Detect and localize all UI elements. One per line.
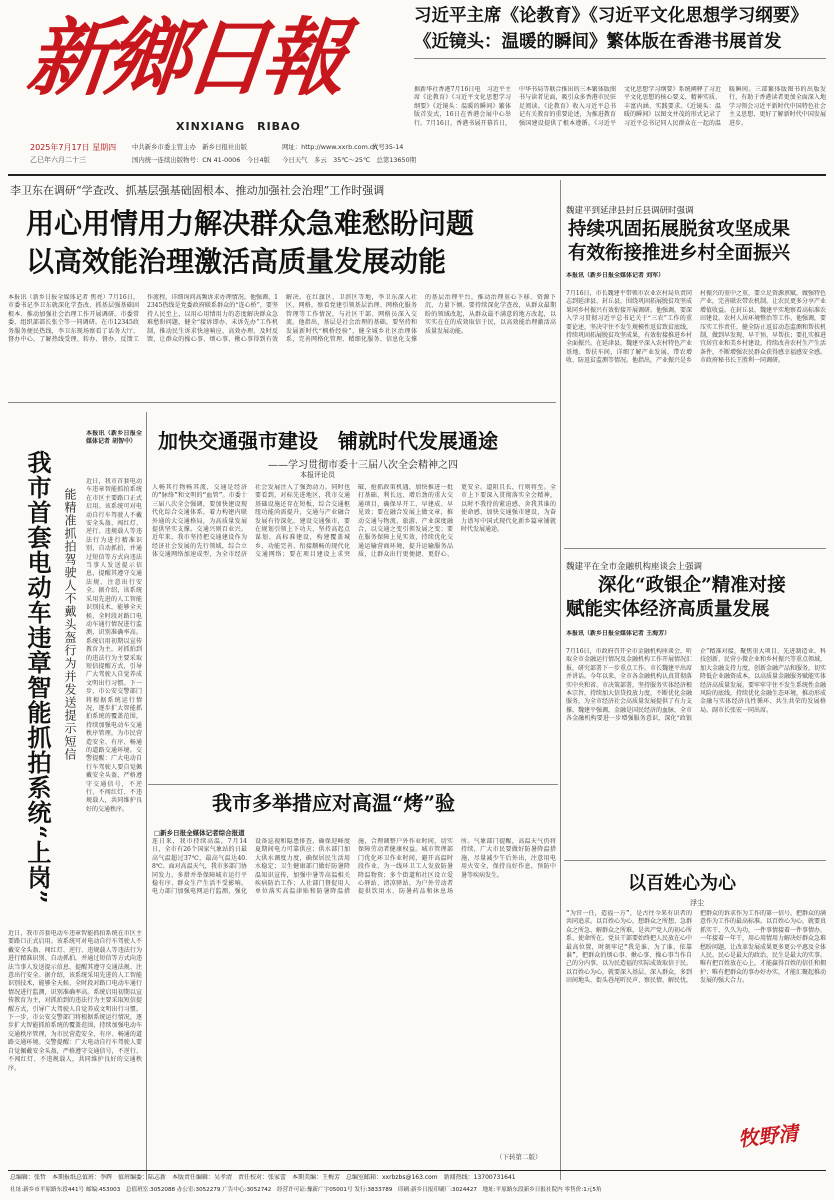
autonomous-byline: 本报讯（新乡日报全媒体记者 胡智中） [86,430,142,446]
weather: 今日天气 多云 35℃～25℃ 总第13650期 [282,156,417,164]
lead-headline-1: 用心用情用力解决群众急难愁盼问题 [26,207,475,240]
postal-code: 代号35-14 [372,143,404,151]
autonomous-body: 近日，我市首套电动车违章智能抓拍系统在市区主要路口正式启用。该系统可对电动自行车驾驶人不戴安全头盔、闯红灯、逆行、违规载人等违法行为进行精准识别、自动抓拍，并通过短信等方式向违法当事人发送提示信息，提醒其遵守交通法规、注意出行安全。据介绍，该系统采用先进的人工智能识别技术，能够全天候、全时段对路口电动车通行情况进行监测，识别准确率高。系统启用初期以宣传教育为主，对抓拍到的违法行为主要采取短信提醒方式，引导广大驾驶人自觉养成文明出行习惯。下一步，市公安交警部门将根据系统运行情况，逐步扩大智能抓拍系统的覆盖范围，持续加强电动车交通秩序管理，为市民营造安全、有序、畅通的道路交通环境。交警提醒：广大电动自行车驾驶人要自觉佩戴安全头盔，严格遵守交通信号，不逆行、不闯红灯、不违规载人，共同维护良好的交通秩序。 [86,478,142,813]
rural-byline: 本报讯（新乡日报全媒体记者 刘军） [566,272,665,279]
divider [148,784,558,785]
column-signature: 牧野清 [737,1120,800,1152]
finance-headline-2: 赋能实体经济高质量发展 [566,599,770,620]
autonomous-headline: 我市首套电动车违章智能抓拍系统“上岗” [23,450,52,905]
lead-kicker: 李卫东在调研“学查改、抓基层强基础固根本、推动加强社会治理”工作时强调 [10,184,385,197]
finance-byline: 本报讯（新乡日报全媒体记者 王海芳） [566,630,671,637]
rural-headline-2: 有效衔接推进乡村全面振兴 [568,243,791,264]
top-story-headline-2: 《近镜头：温暖的瞬间》繁体版在香港书展首发 [414,32,782,52]
heat-headline: 我市多举措应对高温“烤”验 [212,791,456,815]
divider [8,402,556,403]
rural-headline-1: 持续巩固拓展脱贫攻坚成果 [568,219,791,240]
column-divider [146,412,147,1180]
traffic-subheadline: ——学习贯彻市委十三届八次全会精神之四 [268,460,458,471]
lead-body: 本报讯（新乡日报全媒体记者 焦亮）7月16日，市委书记李卫东就深化学查改、抓基层强基础固根本、推动加强社会治理工作开展调研。市委常委、组织部部长张仝等一同调研。在市12345政务服务便民热线，李卫东现场察看了话务大厅、督办中心，了解热线受理、转办、督办、反馈工作流程，详细询问高频诉求办理情况。他强调，12345热线是党委政府联系群众的“连心桥”，要坚持人民至上，以用心用情用力的态度解决群众急难愁盼问题，健全“接诉即办、未诉先办”工作机制，推动民生诉求快速响应、高效办理、及时反馈，让群众的操心事、烦心事、揪心事得到有效解决。在红旗区、卫滨区等地，李卫东深入社区、网格，察看党建引领基层治理、网格化服务管理等工作情况，与社区干部、网格员深入交流。他指出，基层是社会治理的基础，要坚持和发展新时代“枫桥经验”，健全城乡社区治理体系，完善网格化管理、精细化服务、信息化支撑的基层治理平台，推动治理重心下移、资源下沉、力量下倾。要持续深化学查改，从群众最期盼的领域改起，从群众最不满意的地方改起，以实实在在的成效取信于民，以高效能治理激活高质量发展动能。 [8,294,556,344]
rural-body: 7月16日，市长魏建平带领市农业农村局负责同志到延津县、封丘县，围绕巩固拓展脱贫攻坚成果同乡村振兴有效衔接开展调研。他强调，要深入学习贯彻习近平总书记关于“三农”工作的重要论述，坚决守住不发生规模性返贫致贫底线，持续巩固拓展脱贫攻坚成果，有效衔接推进乡村全面振兴。在延津县，魏建平深入农村特色产业基地、帮扶车间，详细了解产业发展、带农增收、防返贫监测等情况。他指出，产业振兴是乡村振兴的重中之重，要立足资源禀赋，做强特色产业，完善联农带农机制，让农民更多分享产业增值收益。在封丘县，魏建平实地察看高标准农田建设、农村人居环境整治等工作。他强调，要压实工作责任，健全防止返贫动态监测和帮扶机制，做到早发现、早干预、早帮扶；要扎实推进宜居宜业和美乡村建设，持续改善农村生产生活条件，不断增强农民群众获得感幸福感安全感。市政府秘书长王胜利一同调研。 [566,290,826,365]
finance-headline-1: 深化“政银企”精准对接 [598,575,786,596]
top-story-headline-1: 习近平主席《论教育》《习近平文化思想学习纲要》 [414,6,808,26]
website: 网址：http://www.xxrb.com.cn [282,143,378,151]
autonomous-body-bottom: 近日，我市首套电动车违章智能抓拍系统在市区主要路口正式启用。该系统可对电动自行车驾驶人不戴安全头盔、闯红灯、逆行、违规载人等违法行为进行精准识别、自动抓拍，并通过短信等方式向违法当事人发送提示信息，提醒其遵守交通法规、注意出行安全。据介绍，该系统采用先进的人工智能识别技术，能够全天候、全时段对路口电动车通行情况进行监测，识别准确率高。系统启用初期以宣传教育为主，对抓拍到的违法行为主要采取短信提醒方式，引导广大驾驶人自觉养成文明出行习惯。下一步，市公安交警部门将根据系统运行情况，逐步扩大智能抓拍系统的覆盖范围，持续加强电动车交通秩序管理，为市民营造安全、有序、畅通的道路交通环境。交警提醒：广大电动自行车驾驶人要自觉佩戴安全头盔，严格遵守交通信号，不逆行、不闯红灯、不违规载人，共同维护良好的交通秩序。 [8,930,142,1072]
finance-body: 7月16日，市政府召开全市金融机构座谈会，听取全市金融运行情况及金融机构工作开展情况汇报，研究部署下一步重点工作。市长魏建平出席并讲话。今年以来，全市各金融机构认真贯彻落实中央和省、市决策部署，坚持服务实体经济根本宗旨，持续加大信贷投放力度，不断优化金融服务，为全市经济社会高质量发展提供了有力支撑。魏建平强调，金融是国民经济的血脉，全市各金融机构要进一步增强服务意识，深化“政银企”精准对接，聚焦重大项目、先进制造业、科技创新、民营小微企业和乡村振兴等重点领域，加大金融支持力度，创新金融产品和服务，切实降低企业融资成本，以高质量金融服务赋能实体经济高质量发展。要牢牢守住不发生系统性金融风险的底线，持续优化金融生态环境，推动形成金融与实体经济良性循环、共生共荣的发展格局。副市长张宏一同出席。 [566,648,826,723]
divider [564,548,826,549]
top-story-body: 据新华社香港7月16日电 习近平主席《论教育》《习近平文化思想学习纲要》《近镜头：温暖的瞬间》繁体版首发式，16日在香港会展中心举行。7月16日，香港书展开幕首日，中华书局等联合推出的三本繁体版图书与读者见面，吸引众多香港市民驻足阅读。《论教育》收入习近平总书记有关教育的重要论述，为推进教育强国建设提供了根本遵循。《习近平文化思想学习纲要》系统阐释了习近平文化思想的核心要义、精神实质、丰富内涵、实践要求。《近镜头：温暖的瞬间》以图文并茂的形式记录了习近平总书记同人民群众在一起的温暖瞬间。三部繁体版图书的出版发行，有助于香港读者更加全面深入地学习领会习近平新时代中国特色社会主义思想，更好了解新时代中国发展进步。 [414,86,826,127]
traffic-body: 人畅其行物畅其流，交通是经济的“脉络”和文明的“血管”。市委十三届八次全会强调，要加快建设现代化综合交通体系，着力构建内联外通的大交通格局，为高质量发展提供坚实支撑。交通兴则百业兴。近年来，我市坚持把交通建设作为经济社会发展的先行领域，综合立体交通网络加速成型，为全市经济社会发展注入了强劲动力。同时也要看到，对标先进地区，我市交通基础设施还存在短板，综合交通枢纽功能尚需提升，交通与产业融合发展有待深化。建设交通强市，要在规划引领上下功夫，坚持高起点谋划、高标准建设，构建覆盖城乡、功能完善、衔接顺畅的现代化交通网络；要在项目建设上求突破，抢抓政策机遇，加快推进一批打基础、利长远、增后劲的重大交通项目，确保早开工、早建成、早见效；要在融合发展上做文章，推动交通与物流、旅游、产业深度融合，以交通之变引领发展之变；要在服务保障上见实效，持续优化交通运输营商环境，提升运输服务品质，让群众出行更便捷、更舒心、更安全。道阻且长，行则将至。全市上下要深入贯彻落实全会精神，以时不我待的紧迫感、舍我其谁的使命感，加快交通强市建设，为奋力谱写中国式现代化新乡篇章铺就时代发展通途。 [152,484,556,559]
heat-continued: （下转第二版） [496,1153,542,1161]
column-headline: 以百姓心为心 [628,873,736,894]
divider [564,860,826,861]
footer-address: 社址:新乡市平原路东段441号 邮编:453003 总值班室:3052088 办公室:3052279 广告中心:3052742 经营许可证:豫新广字05001号 发行:3833789 印刷:新乡日报印刷厂:3024427 地址:平原路东段新乡日报社院内 零售价:1元5角 [10,1187,602,1193]
lunar-date: 乙巳年六月二十三 [30,156,86,164]
masthead-logo: 新鄉日報 [22,8,346,107]
publisher-info: 中共新乡市委主管主办 新乡日报社出版 [132,143,248,151]
finance-kicker: 魏建平在全市金融机构座谈会上强调 [566,562,703,572]
autonomous-subheadline: 能精准抓拍驾驶人不戴头盔行为并发送提示短信 [63,488,77,761]
divider [8,174,826,176]
divider [414,58,826,59]
issue-date: 2025年7月17日 星期四 [30,143,117,152]
traffic-headline: 加快交通强市建设 铺就时代发展通途 [158,429,498,453]
column-body: “为官一任，造福一方”，是古往今来有识者的共同追求。以百姓心为心，想群众之所想、急群众之所急、解群众之所难，是共产党人的初心所系、使命所在。党员干部要始终把人民放在心中最高位置，时刻牢记“我是谁、为了谁、依靠谁”，把群众的烦心事、揪心事、操心事当作自己的分内事，以为民造福的实际成效取信于民。以百姓心为心，就要深入基层、深入群众，多到田间地头、街头巷尾听民声、察民情、解民忧，把群众的诉求作为工作的第一信号，把群众的满意作为工作的最高标准。以百姓心为心，就要真抓实干、久久为功，一件事情接着一件事情办，一年接着一年干，用心用情用力解决好群众急难愁盼问题，让改革发展成果更多更公平惠及全体人民。民心是最大的政治，民生是最大的实事。唯有把百姓放在心上，才能赢得百姓的信任和拥护；唯有把群众的事办好办实，才能汇聚起推动发展的强大合力。 [566,910,826,985]
footer-staff: 总编辑：张哲 本期报纸总值班：李辉 值班编委：陆志新 本版责任编辑：吴孝清 责任校对：张家蕾 本期美编：王梅芳 总编室邮箱：xxrbzbs@163.com 新闻热线：13700731641 [10,1174,516,1181]
lead-headline-2: 以高效能治理激活高质量发展动能 [26,245,447,278]
column-author: 浮尘 [690,899,704,907]
heat-byline: □新乡日报全媒体记者综合报道 [154,829,245,837]
cn-number: 国内统一连续出版物号：CN 41-0006 今日4版 [132,156,270,164]
rural-kicker: 魏建平到延津县封丘县调研时强调 [566,206,694,216]
column-divider [560,180,561,1180]
divider [8,1170,826,1171]
heat-body: 连日来，我市持续高温，7月14日，全市有26个国家气象站的日最高气温超过37℃，最高气温达40.8℃。面对高温天气，我市多部门协同发力，多措并举保障城市运行平稳有序、群众生产生活不受影响。电力部门加强电网运行监测，强化设备巡视和隐患排查，确保迎峰度夏期间电力可靠供应；供水部门加大供水调度力度，确保居民生活用水稳定；卫生健康部门做好防暑降温知识宣传，加强中暑等高温相关疾病防治工作；人社部门督促用人单位落实高温津贴和防暑降温措施，合理调整户外作业时间，切实保障劳动者健康权益。城市管理部门优化环卫作业时间，避开高温时段作业，为一线环卫工人发放防暑降温物资；多个街道和社区设立爱心驿站、清凉驿站，为户外劳动者提供饮用水、防暑药品和休息场所。气象部门提醒，高温天气仍将持续，广大市民要做好防暑降温措施，尽量减少午后外出，注意用电用火安全，保持良好作息，预防中暑等疾病发生。 [152,838,556,896]
masthead-pinyin: XINXIANG RIBAO [176,120,301,133]
traffic-byline: 本报评论员 [300,471,335,479]
